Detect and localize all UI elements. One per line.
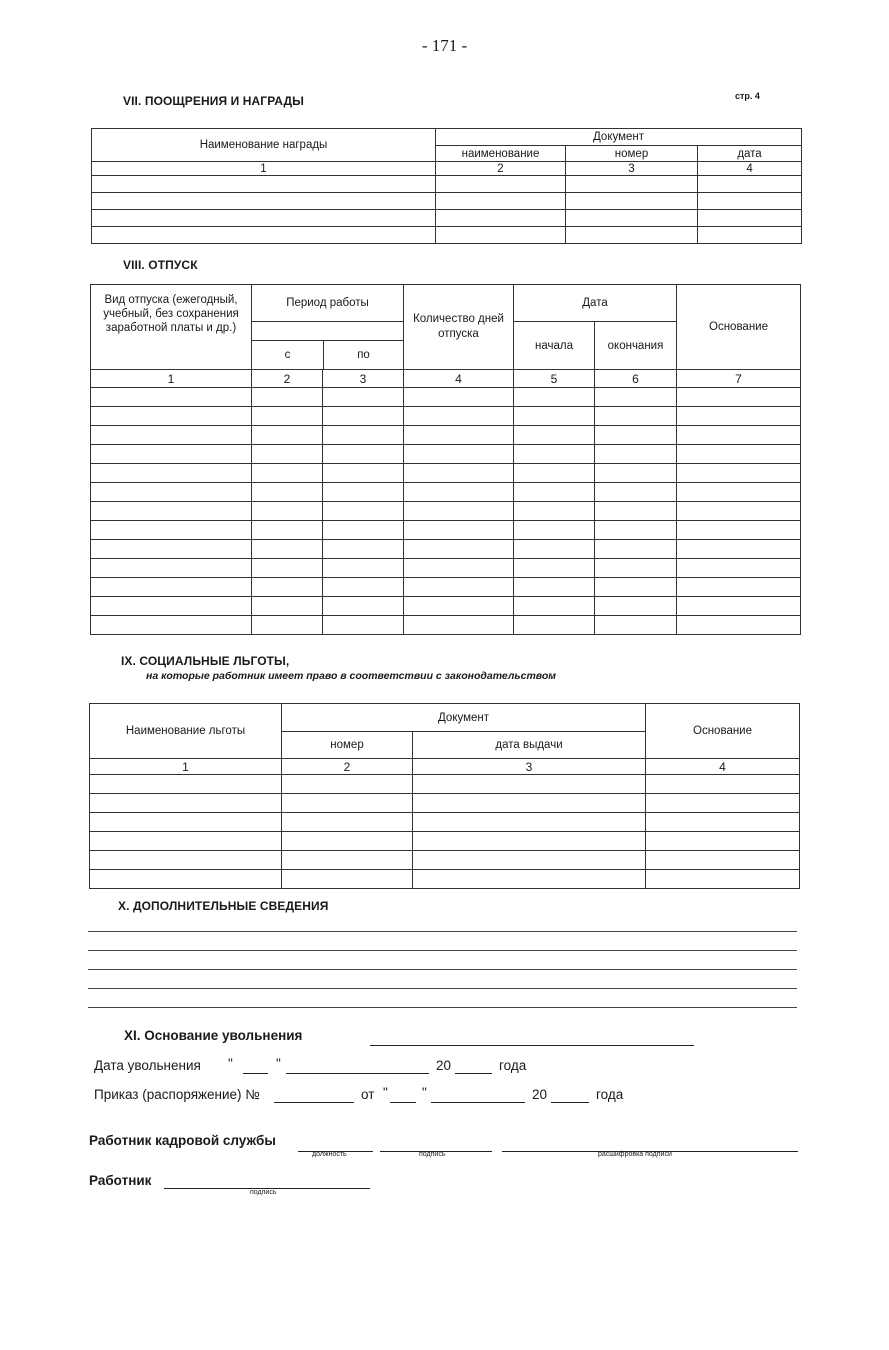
caption-signature: подпись: [250, 1189, 277, 1196]
table-cell[interactable]: [404, 388, 514, 407]
table-cell[interactable]: [252, 578, 323, 597]
table-cell[interactable]: [698, 227, 802, 244]
table-cell[interactable]: [91, 502, 252, 521]
column-number: 4: [646, 759, 800, 775]
table-cell[interactable]: [514, 597, 595, 616]
table-row: [92, 210, 802, 227]
quote-close: ": [422, 1085, 427, 1100]
table-row: [91, 540, 801, 559]
hr-position-field[interactable]: [298, 1137, 373, 1152]
quote-close: ": [276, 1056, 281, 1071]
table-row: [90, 775, 800, 794]
section10-title: X. ДОПОЛНИТЕЛЬНЫЕ СВЕДЕНИЯ: [118, 899, 329, 913]
table-row: [91, 597, 801, 616]
table-cell[interactable]: [323, 559, 404, 578]
info-line: [88, 969, 797, 970]
column-number: 2: [436, 162, 566, 176]
header-to: по: [357, 349, 370, 361]
table-cell[interactable]: [323, 407, 404, 426]
table-cell[interactable]: [436, 210, 566, 227]
table-cell[interactable]: [404, 445, 514, 464]
table-cell[interactable]: [566, 210, 698, 227]
table-row: [91, 502, 801, 521]
header-days-count: Количество дней отпуска: [404, 285, 514, 370]
hr-signature-decoding-field[interactable]: [502, 1137, 798, 1152]
table-cell[interactable]: [646, 851, 800, 870]
dismissal-reason-field[interactable]: [370, 1031, 694, 1046]
header-from-to-cell: [252, 322, 404, 370]
table-cell[interactable]: [698, 193, 802, 210]
table-cell[interactable]: [323, 578, 404, 597]
dismissal-date-label: Дата увольнения: [94, 1058, 201, 1073]
section11-title: XI. Основание увольнения: [124, 1028, 303, 1043]
table-row: [92, 176, 802, 193]
column-number: 3: [413, 759, 646, 775]
from-label: от: [361, 1087, 375, 1102]
table-row: [91, 407, 801, 426]
header-issue-date: дата выдачи: [413, 732, 646, 759]
table-cell[interactable]: [252, 540, 323, 559]
header-from: с: [252, 341, 324, 369]
table-cell[interactable]: [404, 597, 514, 616]
table-cell[interactable]: [90, 794, 282, 813]
section9-title: IX. СОЦИАЛЬНЫЕ ЛЬГОТЫ,: [121, 654, 290, 668]
table-cell[interactable]: [91, 597, 252, 616]
table-cell[interactable]: [566, 176, 698, 193]
section7-title: VII. ПООЩРЕНИЯ И НАГРАДЫ: [123, 94, 304, 108]
table-cell[interactable]: [514, 464, 595, 483]
table-cell[interactable]: [514, 445, 595, 464]
table-cell[interactable]: [91, 521, 252, 540]
table-cell[interactable]: [323, 521, 404, 540]
dismissal-day-field[interactable]: [243, 1059, 268, 1074]
column-number: 4: [404, 370, 514, 388]
table-cell[interactable]: [91, 578, 252, 597]
table-cell[interactable]: [698, 176, 802, 193]
table-row: [91, 616, 801, 635]
column-number: 5: [514, 370, 595, 388]
table-cell[interactable]: [91, 483, 252, 502]
header-number: номер: [282, 732, 413, 759]
table-cell[interactable]: [91, 426, 252, 445]
table-cell[interactable]: [252, 483, 323, 502]
table-cell[interactable]: [91, 616, 252, 635]
awards-table: [91, 128, 802, 244]
header-work-period: Период работы: [252, 285, 404, 322]
header-document: Документ: [282, 704, 646, 732]
table-cell[interactable]: [646, 813, 800, 832]
table-cell[interactable]: [323, 502, 404, 521]
table-cell[interactable]: [514, 578, 595, 597]
table-cell[interactable]: [404, 521, 514, 540]
hr-worker-label: Работник кадровой службы: [89, 1133, 276, 1148]
year-prefix: 20: [532, 1087, 548, 1102]
table-cell[interactable]: [323, 616, 404, 635]
table-cell[interactable]: [252, 388, 323, 407]
table-cell[interactable]: [252, 407, 323, 426]
table-cell[interactable]: [436, 227, 566, 244]
table-cell[interactable]: [595, 559, 677, 578]
hr-signature-field[interactable]: [380, 1137, 492, 1152]
employee-label: Работник: [89, 1173, 152, 1188]
header-doc-name: наименование: [436, 146, 566, 162]
table-cell[interactable]: [413, 832, 646, 851]
table-cell[interactable]: [677, 388, 801, 407]
leave-table: [90, 284, 801, 635]
header-end: окончания: [595, 322, 677, 370]
header-basis: Основание: [677, 285, 801, 370]
caption-signature: подпись: [419, 1151, 446, 1158]
table-cell[interactable]: [436, 193, 566, 210]
order-year-field[interactable]: [551, 1088, 589, 1103]
column-numbers-row: [90, 759, 800, 775]
table-cell[interactable]: [282, 851, 413, 870]
table-cell[interactable]: [677, 616, 801, 635]
table-row: [92, 193, 802, 210]
table-cell[interactable]: [252, 616, 323, 635]
column-number: 6: [595, 370, 677, 388]
table-cell[interactable]: [92, 210, 436, 227]
table-cell[interactable]: [646, 832, 800, 851]
table-cell[interactable]: [404, 540, 514, 559]
table-cell[interactable]: [595, 483, 677, 502]
table-cell[interactable]: [595, 502, 677, 521]
table-cell[interactable]: [252, 464, 323, 483]
table-cell[interactable]: [677, 502, 801, 521]
section8-title: VIII. ОТПУСК: [123, 258, 198, 272]
header-document: Документ: [436, 129, 802, 146]
table-cell[interactable]: [282, 775, 413, 794]
table-cell[interactable]: [404, 426, 514, 445]
dismissal-month-field[interactable]: [286, 1059, 429, 1074]
table-cell[interactable]: [413, 794, 646, 813]
table-cell[interactable]: [282, 832, 413, 851]
table-cell[interactable]: [677, 407, 801, 426]
info-line: [88, 931, 797, 932]
table-cell[interactable]: [252, 521, 323, 540]
order-month-field[interactable]: [431, 1088, 525, 1103]
table-cell[interactable]: [252, 502, 323, 521]
table-cell[interactable]: [91, 388, 252, 407]
table-row: [91, 559, 801, 578]
header-award-name: Наименование награды: [92, 129, 436, 162]
header-basis: Основание: [646, 704, 800, 759]
header-doc-number: номер: [566, 146, 698, 162]
column-number: 2: [252, 370, 323, 388]
table-cell[interactable]: [91, 445, 252, 464]
benefits-table: [89, 703, 800, 889]
table-cell[interactable]: [595, 597, 677, 616]
table-cell[interactable]: [595, 407, 677, 426]
table-cell[interactable]: [92, 176, 436, 193]
table-cell[interactable]: [404, 502, 514, 521]
table-cell[interactable]: [646, 775, 800, 794]
table-cell[interactable]: [677, 597, 801, 616]
table-cell[interactable]: [404, 578, 514, 597]
table-cell[interactable]: [677, 521, 801, 540]
column-number: 4: [698, 162, 802, 176]
column-numbers-row: [92, 162, 802, 176]
table-cell[interactable]: [91, 464, 252, 483]
column-numbers-row: [91, 370, 801, 388]
table-row: [90, 794, 800, 813]
info-line: [88, 988, 797, 989]
table-cell[interactable]: [323, 483, 404, 502]
caption-decoding: расшифровка подписи: [598, 1151, 672, 1158]
table-cell[interactable]: [514, 559, 595, 578]
table-cell[interactable]: [595, 616, 677, 635]
table-cell[interactable]: [91, 540, 252, 559]
year-suffix: года: [596, 1087, 624, 1102]
header-date: Дата: [514, 285, 677, 322]
table-cell[interactable]: [323, 426, 404, 445]
quote-open: ": [228, 1056, 233, 1071]
table-cell[interactable]: [404, 464, 514, 483]
table-row: [91, 388, 801, 407]
table-cell[interactable]: [646, 870, 800, 889]
table-cell[interactable]: [698, 210, 802, 227]
table-row: [91, 483, 801, 502]
table-cell[interactable]: [677, 559, 801, 578]
table-row: [90, 870, 800, 889]
table-cell[interactable]: [282, 870, 413, 889]
column-number: 1: [92, 162, 436, 176]
order-number-field[interactable]: [274, 1088, 354, 1103]
table-row: [91, 521, 801, 540]
table-cell[interactable]: [90, 832, 282, 851]
table-cell[interactable]: [404, 616, 514, 635]
table-cell[interactable]: [595, 578, 677, 597]
table-cell[interactable]: [646, 794, 800, 813]
table-cell[interactable]: [404, 559, 514, 578]
table-cell[interactable]: [91, 559, 252, 578]
table-cell[interactable]: [677, 483, 801, 502]
table-cell[interactable]: [92, 227, 436, 244]
table-cell[interactable]: [677, 464, 801, 483]
table-row: [92, 227, 802, 244]
table-cell[interactable]: [90, 775, 282, 794]
column-number: 3: [323, 370, 404, 388]
dismissal-year-field[interactable]: [455, 1059, 492, 1074]
order-day-field[interactable]: [390, 1088, 416, 1103]
table-cell[interactable]: [323, 388, 404, 407]
table-row: [91, 578, 801, 597]
table-cell[interactable]: [514, 540, 595, 559]
table-cell[interactable]: [413, 870, 646, 889]
table-cell[interactable]: [323, 540, 404, 559]
table-row: [91, 464, 801, 483]
table-cell[interactable]: [677, 445, 801, 464]
table-row: [91, 426, 801, 445]
year-prefix: 20: [436, 1058, 452, 1073]
table-cell[interactable]: [404, 483, 514, 502]
table-cell[interactable]: [323, 445, 404, 464]
column-number: 2: [282, 759, 413, 775]
table-cell[interactable]: [413, 851, 646, 870]
table-cell[interactable]: [436, 176, 566, 193]
table-cell[interactable]: [404, 407, 514, 426]
table-cell[interactable]: [90, 813, 282, 832]
table-cell[interactable]: [677, 426, 801, 445]
table-cell[interactable]: [514, 521, 595, 540]
table-cell[interactable]: [595, 540, 677, 559]
table-cell[interactable]: [595, 521, 677, 540]
header-benefit-name: Наименование льготы: [90, 704, 282, 759]
table-cell[interactable]: [323, 597, 404, 616]
column-number: 7: [677, 370, 801, 388]
page-number: - 171 -: [421, 36, 468, 55]
table-cell[interactable]: [677, 540, 801, 559]
table-cell[interactable]: [514, 483, 595, 502]
table-cell[interactable]: [282, 813, 413, 832]
table-cell[interactable]: [90, 851, 282, 870]
table-cell[interactable]: [91, 407, 252, 426]
order-label: Приказ (распоряжение) №: [94, 1087, 260, 1102]
table-row: [90, 832, 800, 851]
column-number: 3: [566, 162, 698, 176]
table-cell[interactable]: [514, 616, 595, 635]
year-suffix: года: [499, 1058, 527, 1073]
table-cell[interactable]: [514, 407, 595, 426]
table-cell[interactable]: [566, 193, 698, 210]
quote-open: ": [383, 1085, 388, 1100]
table-row: [90, 851, 800, 870]
header-doc-date: дата: [698, 146, 802, 162]
table-row: [91, 445, 801, 464]
header-leave-type: Вид отпуска (ежегодный, учебный, без сохранения заработной платы и др.): [91, 285, 252, 370]
table-cell[interactable]: [595, 426, 677, 445]
table-cell[interactable]: [595, 445, 677, 464]
employee-signature-field[interactable]: [164, 1174, 370, 1189]
table-cell[interactable]: [595, 388, 677, 407]
table-row: [90, 813, 800, 832]
table-cell[interactable]: [413, 775, 646, 794]
table-cell[interactable]: [92, 193, 436, 210]
column-number: 1: [90, 759, 282, 775]
caption-position: должность: [312, 1151, 347, 1158]
table-cell[interactable]: [323, 464, 404, 483]
table-cell[interactable]: [514, 426, 595, 445]
table-cell[interactable]: [677, 578, 801, 597]
table-cell[interactable]: [252, 445, 323, 464]
table-cell[interactable]: [252, 597, 323, 616]
table-cell[interactable]: [514, 502, 595, 521]
table-cell[interactable]: [282, 794, 413, 813]
info-line: [88, 1007, 797, 1008]
column-number: 1: [91, 370, 252, 388]
section9-subtitle: на которые работник имеет право в соответствии с законодательством: [146, 670, 557, 682]
table-cell[interactable]: [595, 464, 677, 483]
table-cell[interactable]: [90, 870, 282, 889]
table-cell[interactable]: [514, 388, 595, 407]
header-start: начала: [514, 322, 595, 370]
table-cell[interactable]: [252, 426, 323, 445]
info-line: [88, 950, 797, 951]
table-cell[interactable]: [252, 559, 323, 578]
table-cell[interactable]: [566, 227, 698, 244]
table-cell[interactable]: [413, 813, 646, 832]
page-label: стр. 4: [735, 91, 760, 101]
